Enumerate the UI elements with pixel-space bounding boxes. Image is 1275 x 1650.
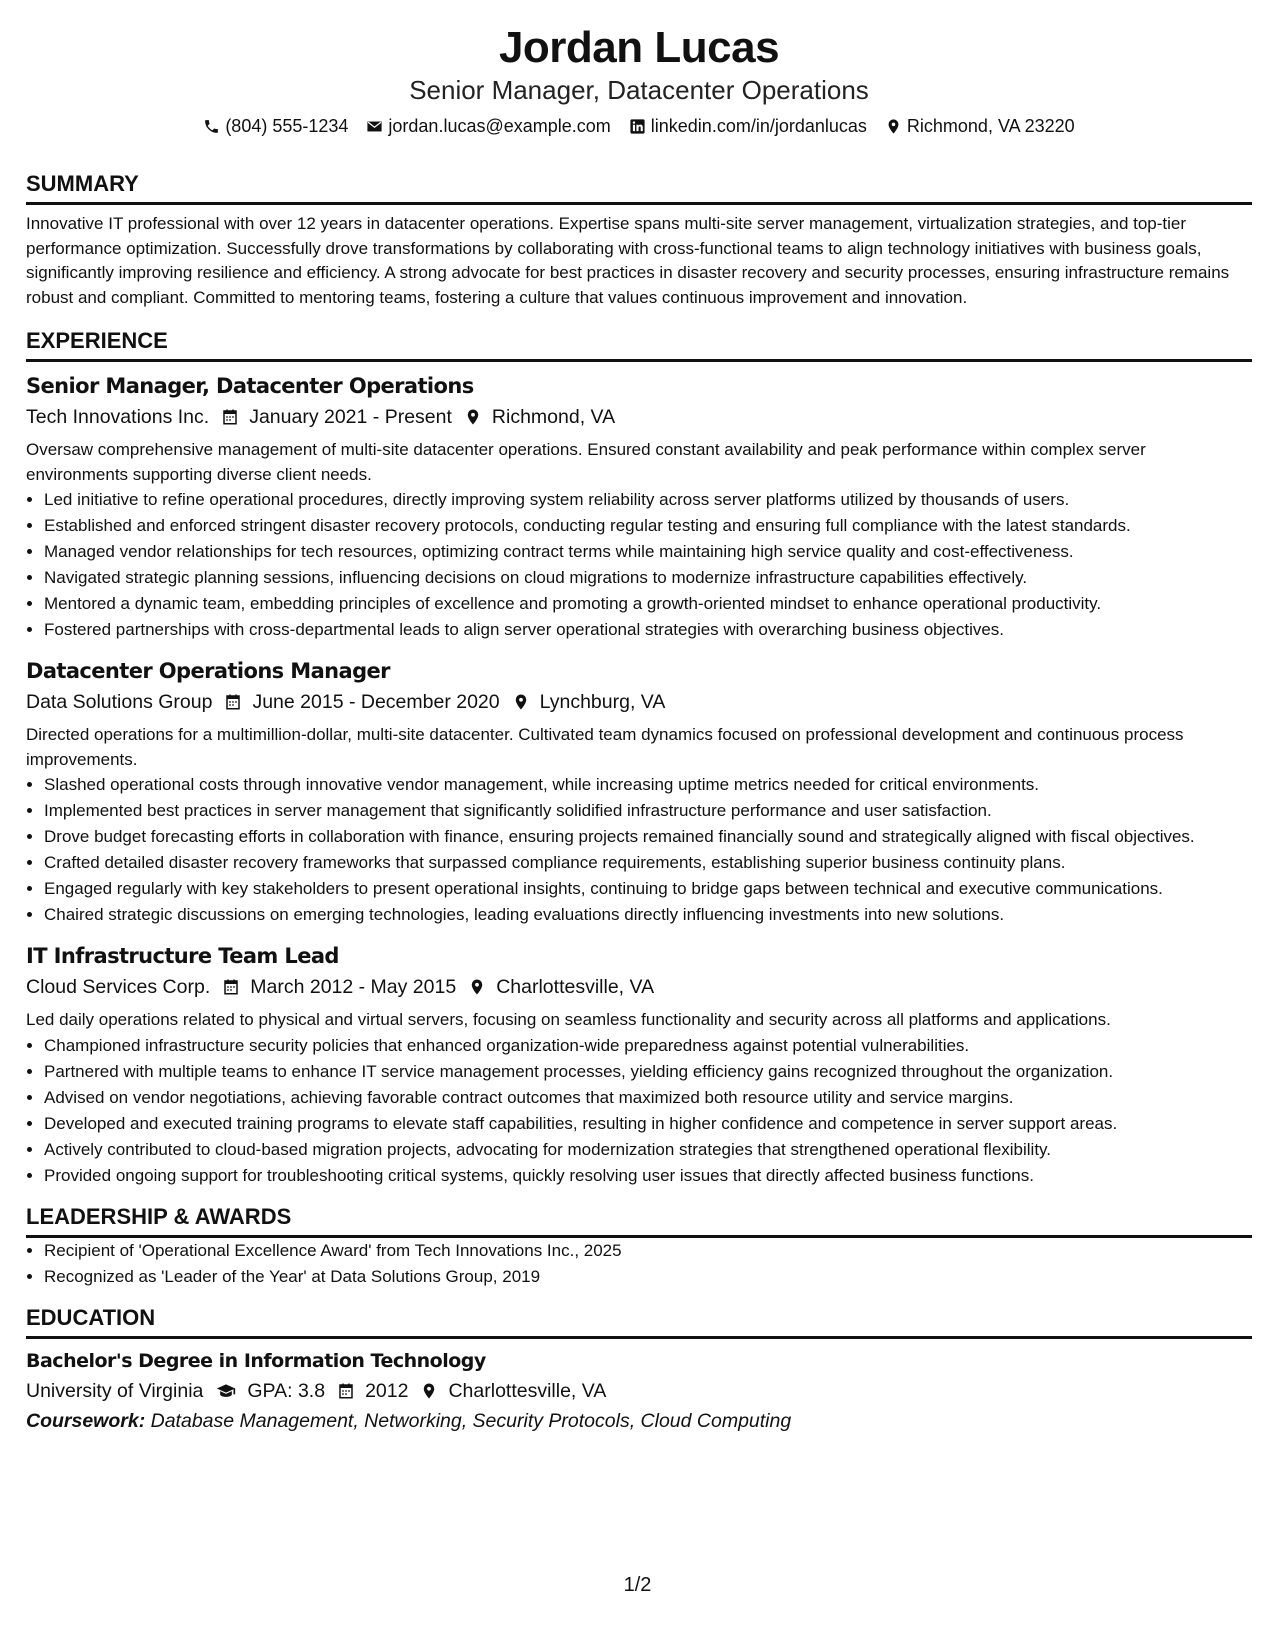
job-title: Senior Manager, Datacenter Operations [26,374,474,398]
school-name: University of Virginia [26,1379,204,1402]
list-item: • Crafted detailed disaster recovery frameworks that surpassed compliance requirements, establishing superior business continuity plans. [44,851,1252,875]
list-item: • Chaired strategic discussions on emerging technologies, leading evaluations directly influencing investments into new solutions. [44,903,1252,927]
contact-row [26,115,1252,137]
job-dates: June 2015 - December 2020 [252,691,500,713]
job-location: Lynchburg, VA [539,691,666,713]
phone-icon [203,118,220,135]
map-pin-icon [512,693,530,711]
list-item: • Actively contributed to cloud-based migration projects, advocating for modernization strategies that strengthened operational flexibility. [44,1138,1252,1162]
coursework-line [26,1406,1252,1436]
experience-section [26,328,1252,1188]
graduation-cap-icon [215,1381,237,1401]
email-link[interactable]: jordan.lucas@example.com [388,116,611,136]
calendar-icon [224,693,242,711]
job-entry [26,941,1252,1188]
calendar-icon [222,978,240,996]
awards-list [26,1239,1252,1289]
page-number: 1/2 [623,1574,652,1596]
contact-phone [203,115,348,137]
education-meta [26,1376,1252,1406]
list-item: • Managed vendor relationships for tech resources, optimizing contract terms while maintaining high service quality and cost-effectiveness. [44,540,1252,564]
calendar-icon [337,1382,355,1400]
job-meta [26,402,1252,432]
list-item: • Championed infrastructure security policies that enhanced organization-wide preparedness against potential vulnerabilities. [44,1034,1252,1058]
section-heading-summary: SUMMARY [26,171,1252,205]
company-name: Cloud Services Corp. [26,976,211,998]
list-item: • Developed and executed training programs to elevate staff capabilities, resulting in higher confidence and competence in server support areas. [44,1112,1252,1136]
list-item: • Drove budget forecasting efforts in collaboration with finance, ensuring projects remained financially sound and strategically aligned with fiscal objectives. [44,825,1252,849]
location-text: Richmond, VA 23220 [906,116,1075,136]
company-name: Tech Innovations Inc. [26,406,210,428]
list-item: • Established and enforced stringent disaster recovery protocols, conducting regular testing and ensuring full compliance with the latest standards. [44,514,1252,538]
list-item: • Mentored a dynamic team, embedding principles of excellence and promoting a growth-oriented mindset to enhance operational productivity. [44,592,1252,616]
list-item: • Led initiative to refine operational procedures, directly improving system reliability across server platforms utilized by thousands of users. [44,488,1252,512]
degree-title: Bachelor's Degree in Information Technology [26,1349,486,1372]
job-bullets [26,773,1252,927]
job-dates: January 2021 - Present [249,406,452,428]
map-pin-icon [885,118,902,135]
job-title: Datacenter Operations Manager [26,659,390,683]
candidate-name: Jordan Lucas [498,23,780,72]
list-item: • Implemented best practices in server management that significantly solidified infrastructure performance and user satisfaction. [44,799,1252,823]
list-item: • Provided ongoing support for troubleshooting critical systems, quickly resolving user issues that directly affected business functions. [44,1164,1252,1188]
map-pin-icon [468,978,486,996]
calendar-icon [221,408,239,426]
gpa-text: GPA: 3.8 [247,1379,326,1402]
coursework-label: Coursework: [26,1409,146,1432]
job-title: IT Infrastructure Team Lead [26,944,339,968]
list-item: • Advised on vendor negotiations, achieving favorable contract outcomes that maximized both resource utility and service margins. [44,1086,1252,1110]
job-location: Richmond, VA [491,406,616,428]
list-item: • Recognized as 'Leader of the Year' at Data Solutions Group, 2019 [44,1265,1252,1289]
phone-text: (804) 555-1234 [225,116,349,136]
envelope-icon [366,118,383,135]
contact-linkedin[interactable] [629,115,867,137]
coursework-text: Database Management, Networking, Security Protocols, Cloud Computing [150,1409,792,1432]
job-bullets [26,488,1252,642]
company-name: Data Solutions Group [26,691,213,713]
list-item: • Partnered with multiple teams to enhance IT service management processes, yielding efficiency gains recognized throughout the organization. [44,1060,1252,1084]
job-meta [26,687,1252,717]
list-item: • Navigated strategic planning sessions, influencing decisions on cloud migrations to modernize infrastructure capabilities effectively. [44,566,1252,590]
list-item: • Fostered partnerships with cross-departmental leads to align server operational strategies with overarching business objectives. [44,618,1252,642]
graduation-year: 2012 [365,1379,409,1402]
list-item: • Recipient of 'Operational Excellence Award' from Tech Innovations Inc., 2025 [44,1239,1252,1263]
list-item: • Engaged regularly with key stakeholders to present operational insights, continuing to bridge gaps between technical and executive communications. [44,877,1252,901]
contact-email[interactable] [366,115,610,137]
linkedin-icon [629,118,646,135]
job-meta [26,972,1252,1002]
map-pin-icon [420,1382,438,1400]
job-description: Directed operations for a multimillion-dollar, multi-site datacenter. Cultivated team dynamics focused on professional development and continuous process improvements. [26,725,1184,769]
job-dates: March 2012 - May 2015 [250,976,457,998]
linkedin-link[interactable]: linkedin.com/in/jordanlucas [650,116,867,136]
awards-section [26,1204,1252,1289]
section-heading-experience: EXPERIENCE [26,328,1252,362]
section-heading-awards: LEADERSHIP & AWARDS [26,1204,1252,1238]
summary-text: Innovative IT professional with over 12 years in datacenter operations. Expertise spans multi-site server management, virtualization strategies, and top-tier performance optimization. Successfully drove transformations by collaborating with cross-functional teams to align technology initiatives with business goals, significantly improving resilience and efficiency. A strong advocate for best practices in disaster recovery and security processes, ensuring infrastructure remains robust and compliant. Committed to mentoring teams, fostering a culture that values continuous improvement and innovation. [26,214,1230,307]
section-heading-education: EDUCATION [26,1305,1252,1339]
map-pin-icon [464,408,482,426]
job-description: Oversaw comprehensive management of multi-site datacenter operations. Ensured constant availability and peak performance within complex server environments supporting diverse client needs. [26,440,1146,484]
job-bullets [26,1034,1252,1188]
education-section [26,1305,1252,1436]
resume-page [26,22,1252,1436]
job-location: Charlottesville, VA [496,976,655,998]
job-entry [26,656,1252,927]
summary-section [26,171,1252,310]
list-item: • Slashed operational costs through innovative vendor management, while increasing uptime metrics needed for critical environments. [44,773,1252,797]
resume-header [26,22,1252,137]
school-location: Charlottesville, VA [448,1379,607,1402]
candidate-title: Senior Manager, Datacenter Operations [409,75,869,105]
job-description: Led daily operations related to physical and virtual servers, focusing on seamless functionality and security across all platforms and applications. [26,1010,1111,1029]
job-entry [26,371,1252,642]
contact-location [885,115,1075,137]
